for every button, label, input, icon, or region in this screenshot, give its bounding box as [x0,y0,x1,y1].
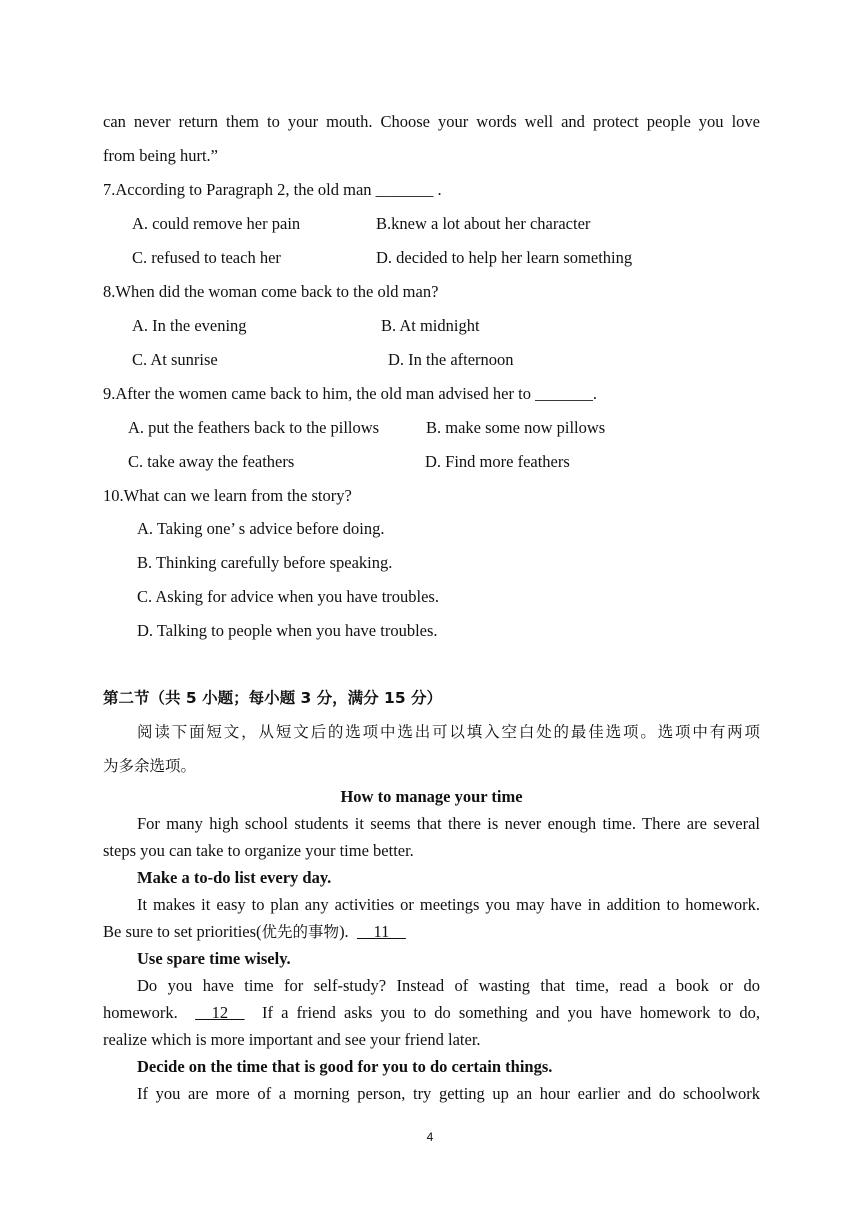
question-8-option-b: B. At midnight [381,316,480,335]
article-line [103,1003,760,1023]
question-9-option-a: A. put the feathers back to the pillows [128,418,380,437]
question-10-option-a: A. Taking one’ s advice before doing. [137,519,385,538]
article-subheading: Decide on the time that is good for you to do certain things. [137,1057,553,1076]
question-8-stem: 8.When did the woman come back to the old man? [103,282,439,301]
article-line: If you are more of a morning person, try getting up an hour earlier and do schoolwork [137,1084,760,1103]
article-line: Do you have time for self-study? Instead of wasting that time, read a book or do [137,976,760,995]
passage-line: can never return them to your mouth. Choose your words well and protect people you love [103,112,760,131]
blank-12: 12 [195,1003,245,1022]
passage-line: from being hurt.” [103,146,219,165]
question-8-option-d: D. In the afternoon [388,350,514,369]
article-text-cjk: 优先的事物 [261,923,340,941]
article-text: ). [339,922,349,941]
question-7-option-c: C. refused to teach her [132,248,281,267]
question-7-option-d: D. decided to help her learn something [376,248,633,267]
section-heading: 第二节（共 5 小题；每小题 3 分，满分 15 分） [103,689,443,707]
article-subheading: Make a to-do list every day. [137,868,332,887]
question-9-option-d: D. Find more feathers [425,452,570,471]
page-number: 4 [426,1130,434,1144]
question-10-option-d: D. Talking to people when you have troubles. [137,621,438,640]
article-text: If a friend asks you to do something and you have homework to do, [261,1003,760,1022]
question-8-option-c: C. At sunrise [132,350,218,369]
article-text: homework. [103,1003,178,1022]
article-line [103,922,406,942]
article-title: How to manage your time [340,787,523,806]
question-8-option-a: A. In the evening [132,316,247,335]
question-9-option-b: B. make some now pillows [426,418,606,437]
section-instructions: 阅读下面短文，从短文后的选项中选出可以填入空白处的最佳选项。选项中有两项 [137,723,760,741]
article-line: steps you can take to organize your time better. [103,841,414,860]
article-subheading: Use spare time wisely. [137,949,291,968]
question-7-option-b: B.knew a lot about her character [376,214,591,233]
question-7-option-a: A. could remove her pain [132,214,301,233]
article-line: It makes it easy to plan any activities or meetings you may have in addition to homework. [137,895,760,914]
section-instructions: 为多余选项。 [103,757,197,775]
blank-11: 11 [356,922,406,941]
question-9-stem: 9.After the women came back to him, the old man advised her to _______. [103,384,597,403]
question-10-option-c: C. Asking for advice when you have troubles. [137,587,439,606]
article-line: realize which is more important and see your friend later. [103,1030,481,1049]
article-line: For many high school students it seems that there is never enough time. There are several [137,814,760,833]
article-text: Be sure to set priorities( [103,922,262,941]
question-10-stem: 10.What can we learn from the story? [103,486,352,505]
question-7-stem: 7.According to Paragraph 2, the old man _______ . [103,180,442,199]
question-9-option-c: C. take away the feathers [128,452,295,471]
question-10-option-b: B. Thinking carefully before speaking. [137,553,393,572]
